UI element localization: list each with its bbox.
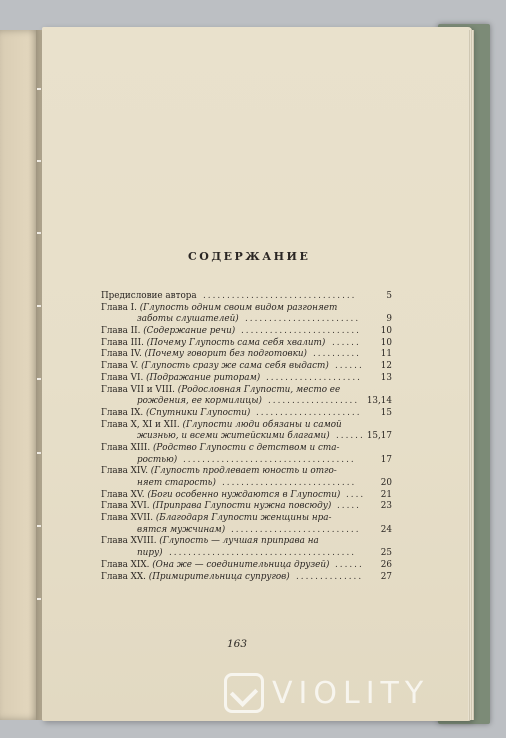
toc-entry — [101, 420, 392, 432]
toc-entry — [101, 385, 392, 397]
toc-entry-description: (Примирительница супругов) — [148, 571, 290, 582]
toc-entry-label: Глава V. — [101, 361, 142, 372]
toc-entry — [101, 478, 392, 490]
toc-entry-description: рождения, ее кормилицы) — [137, 396, 262, 407]
toc-entry-label: Глава X, XI и XII. — [101, 419, 183, 430]
toc-entry — [101, 373, 392, 385]
toc-entry-label: Глава VII и VIII. — [101, 384, 178, 395]
toc-entry-description: заботы слушателей) — [137, 314, 239, 325]
toc-leader-dots: ...... — [335, 559, 364, 570]
toc-entry — [101, 396, 392, 408]
violity-logo-icon — [224, 673, 264, 713]
toc-entry-label: Глава IX. — [101, 407, 146, 418]
toc-entry — [101, 303, 392, 315]
toc-leader-dots: .... — [346, 489, 366, 500]
toc-entry-description: (Почему говорит без подготовки) — [144, 349, 307, 360]
toc-entry-label: Глава VI. — [101, 372, 147, 383]
toc-entry — [101, 361, 392, 373]
left-page — [0, 30, 40, 720]
toc-leader-dots: .......... — [313, 349, 361, 360]
toc-leader-dots: ...... — [335, 361, 364, 372]
binding-stitch — [37, 305, 41, 307]
binding-stitch — [37, 232, 41, 234]
binding-stitch — [37, 378, 41, 380]
toc-entry-page: 15,17 — [366, 431, 392, 442]
toc-entry-description: (Содержание речи) — [143, 326, 236, 337]
toc-entry — [101, 443, 392, 455]
toc-entry — [101, 408, 392, 420]
toc-entry-description: (Родословная Глупости, место ее — [177, 384, 341, 395]
toc-entry — [101, 501, 392, 513]
toc-entry — [101, 326, 392, 338]
toc-entry-page: 20 — [380, 478, 392, 488]
toc-entry-description: (Глупости люди обязаны и самой — [182, 419, 342, 430]
toc-entry-label: Предисловие автора — [101, 291, 197, 301]
toc-entry-page: 9 — [386, 314, 392, 325]
toc-entry-label: Глава XVI. — [101, 501, 153, 512]
toc-entry-label: Глава XVII. — [101, 513, 156, 524]
toc-leader-dots: ...... — [332, 337, 361, 348]
toc-entry-page: 12 — [380, 361, 392, 372]
toc-entry-page: 13 — [380, 372, 392, 383]
toc-entry — [101, 431, 392, 443]
toc-entry-page: 11 — [380, 349, 392, 360]
toc-entry-description: (Глупость сразу же сама себя выдаст) — [141, 361, 329, 372]
toc-entry-page: 24 — [380, 524, 392, 535]
toc-entry-description: (Спутники Глупости) — [145, 407, 251, 418]
table-of-contents — [101, 291, 392, 583]
toc-entry-description: (Глупость — лучшая приправа на — [159, 536, 319, 547]
toc-entry-page: 17 — [380, 454, 392, 465]
toc-leader-dots: ................................ — [203, 291, 357, 301]
toc-leader-dots: ........................... — [231, 524, 361, 535]
toc-entry-page: 15 — [380, 407, 392, 418]
toc-entry-label: Глава I. — [101, 302, 140, 313]
toc-entry-description: (Родство Глупости с детством и ста- — [152, 442, 340, 453]
toc-entry-page: 13,14 — [366, 396, 392, 407]
toc-entry-description: ростью) — [137, 454, 178, 465]
toc-entry-label: Глава III. — [101, 337, 147, 348]
toc-entry-label: Глава XV. — [101, 489, 148, 500]
toc-entry-label: Глава XVIII. — [101, 536, 160, 547]
toc-entry-page: 23 — [380, 501, 392, 512]
binding-stitch — [37, 525, 41, 527]
toc-leader-dots: ...... — [336, 431, 365, 442]
toc-entry-description: няет старость) — [137, 478, 216, 488]
toc-entry — [101, 536, 392, 548]
toc-entry — [101, 291, 392, 303]
toc-entry-description: (Приправа Глупости нужна повсюду) — [152, 501, 332, 512]
toc-leader-dots: ..... — [337, 501, 361, 512]
toc-entry — [101, 572, 392, 584]
binding-stitch — [37, 88, 41, 90]
toc-entry-description: пиру) — [137, 548, 163, 559]
toc-heading: СОДЕРЖАНИЕ — [188, 250, 311, 263]
page-number: 163 — [227, 638, 248, 650]
toc-leader-dots: .................................... — [183, 454, 356, 465]
toc-entry — [101, 349, 392, 361]
toc-entry — [101, 490, 392, 502]
toc-leader-dots: ......................... — [241, 326, 361, 337]
toc-entry-description: (Боги особенно нуждаются в Глупости) — [147, 489, 341, 500]
toc-entry-description: (Почему Глупость сама себя хвалит) — [146, 337, 326, 348]
toc-entry-description: (Глупость одним своим видом разгоняет — [139, 302, 338, 313]
toc-entry-label: Глава II. — [101, 326, 144, 337]
toc-entry-description: вятся мужчинам) — [137, 524, 226, 535]
watermark — [224, 668, 429, 718]
binding-stitch — [37, 452, 41, 454]
toc-entry — [101, 466, 392, 478]
toc-entry — [101, 548, 392, 560]
toc-entry-label: Глава XIII. — [101, 442, 153, 453]
toc-leader-dots: .............. — [296, 571, 364, 582]
toc-leader-dots: ........................ — [245, 314, 361, 325]
toc-entry-page: 26 — [380, 559, 392, 570]
toc-entry — [101, 314, 392, 326]
toc-entry-description: (Глупость продлевает юность и отго- — [150, 466, 337, 477]
toc-leader-dots: .................... — [266, 372, 362, 383]
toc-entry-description: (Подражание риторам) — [146, 372, 261, 383]
toc-entry-page: 27 — [380, 571, 392, 582]
toc-entry — [101, 455, 392, 467]
toc-entry-page: 10 — [380, 337, 392, 348]
binding-stitch — [37, 598, 41, 600]
toc-entry-label: Глава XX. — [101, 571, 149, 582]
toc-leader-dots: ............................ — [222, 478, 357, 488]
toc-entry-page: 21 — [380, 489, 392, 500]
toc-entry-label: Глава IV. — [101, 349, 145, 360]
toc-leader-dots: ................... — [268, 396, 360, 407]
page-edges — [468, 30, 474, 720]
toc-leader-dots: ....................................... — [169, 548, 357, 559]
toc-entry-page: 10 — [380, 326, 392, 337]
toc-entry — [101, 513, 392, 525]
toc-entry — [101, 525, 392, 537]
toc-entry-label: Глава XIV. — [101, 466, 151, 477]
toc-entry-page: 5 — [386, 291, 392, 301]
watermark-text: VIOLITY — [272, 675, 430, 711]
toc-entry — [101, 338, 392, 350]
toc-leader-dots: ...................... — [256, 407, 362, 418]
toc-entry-description: (Она же — соединительница друзей) — [152, 559, 330, 570]
toc-entry-page: 25 — [380, 548, 392, 559]
toc-entry-label: Глава XIX. — [101, 559, 153, 570]
toc-entry-description: жизнью, и всеми житейскими благами) — [137, 431, 330, 442]
toc-entry — [101, 560, 392, 572]
toc-entry-description: (Благодаря Глупости женщины нра- — [155, 513, 332, 524]
binding-stitch — [37, 160, 41, 162]
